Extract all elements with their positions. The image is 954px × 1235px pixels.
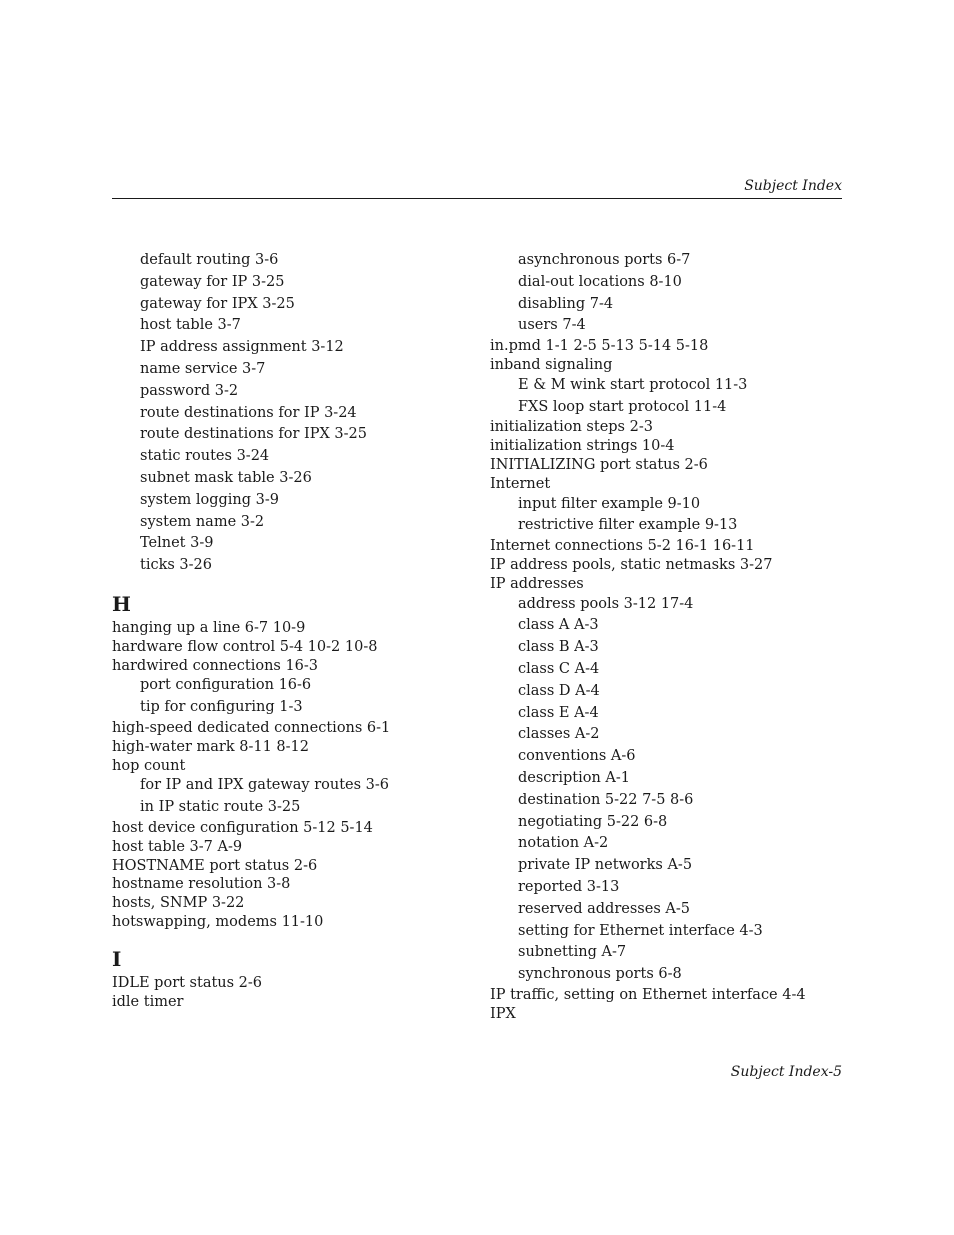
index-subentry: FXS loop start protocol 11-4 [518,398,727,415]
section-letter: H [112,591,131,616]
index-subentry: ticks 3-26 [140,557,212,574]
index-entry: INITIALIZING port status 2-6 [490,456,708,473]
index-entry: hotswapping, modems 11-10 [112,913,324,930]
index-entry: idle timer [112,993,184,1010]
index-entry: hosts, SNMP 3-22 [112,895,245,912]
index-subentry: description A-1 [518,769,631,786]
index-entry: hop count [112,757,186,774]
running-header: Subject Index [744,178,842,194]
index-entry: host table 3-7 A-9 [112,838,243,855]
index-subentry: asynchronous ports 6-7 [518,252,691,268]
index-subentry: disabling 7-4 [518,295,614,312]
index-subentry: private IP networks A-5 [518,857,693,874]
index-subentry: E & M wink start protocol 11-3 [518,376,748,393]
index-subentry: Telnet 3-9 [140,535,214,552]
index-subentry: port configuration 16-6 [140,677,312,694]
index-subentry: reported 3-13 [518,878,620,895]
header-rule [112,198,842,199]
index-subentry: gateway for IP 3-25 [140,273,285,290]
index-entry: HOSTNAME port status 2-6 [112,857,318,874]
index-subentry: input filter example 9-10 [518,495,701,512]
index-entry: IDLE port status 2-6 [112,974,263,991]
index-entry: IP address pools, static netmasks 3-27 [490,556,773,573]
index-entry: high-water mark 8-11 8-12 [112,738,309,755]
index-subentry: tip for configuring 1-3 [140,699,303,716]
index-subentry: class E A-4 [518,704,599,721]
index-subentry: in IP static route 3-25 [140,799,301,816]
index-entry: initialization steps 2-3 [490,419,653,436]
index-entry: IP traffic, setting on Ethernet interface 4-4 [490,986,806,1003]
index-subentry: dial-out locations 8-10 [518,273,682,290]
index-entry: hanging up a line 6-7 10-9 [112,619,306,636]
index-subentry: gateway for IPX 3-25 [140,295,295,312]
index-subentry: destination 5-22 7-5 8-6 [518,791,694,808]
index-subentry: class C A-4 [518,660,600,677]
index-subentry: users 7-4 [518,317,586,334]
index-subentry: route destinations for IPX 3-25 [140,426,367,443]
index-subentry: classes A-2 [518,726,600,743]
index-entry: Internet connections 5-2 16-1 16-11 [490,538,755,555]
index-subentry: notation A-2 [518,835,609,852]
index-subentry: route destinations for IP 3-24 [140,404,357,421]
index-entry: hardwired connections 16-3 [112,657,319,674]
index-subentry: synchronous ports 6-8 [518,966,682,983]
index-entry: Internet [490,475,551,492]
index-subentry: conventions A-6 [518,748,636,765]
index-entry: hardware flow control 5-4 10-2 10-8 [112,638,378,655]
index-subentry: host table 3-7 [140,317,241,334]
index-entry: initialization strings 10-4 [490,438,675,455]
index-subentry: class D A-4 [518,682,600,699]
index-subentry: address pools 3-12 17-4 [518,595,694,612]
index-subentry: setting for Ethernet interface 4-3 [518,922,763,939]
index-subentry: restrictive filter example 9-13 [518,517,738,534]
index-subentry: system logging 3-9 [140,491,279,508]
index-entry: hostname resolution 3-8 [112,876,291,893]
index-entry: IPX [490,1005,516,1022]
index-column-right [490,250,870,1023]
index-subentry: static routes 3-24 [140,448,270,465]
index-subentry: password 3-2 [140,382,239,399]
index-column-left [112,250,472,1011]
index-entry: host device configuration 5-12 5-14 [112,819,373,836]
index-subentry: IP address assignment 3-12 [140,339,344,356]
index-subentry: default routing 3-6 [140,252,279,268]
section-letter: I [112,946,122,971]
index-entry: IP addresses [490,575,584,592]
index-subentry: subnet mask table 3-26 [140,469,312,486]
index-subentry: name service 3-7 [140,360,266,377]
index-subentry: class B A-3 [518,639,599,656]
index-subentry: class A A-3 [518,617,599,634]
page-number: Subject Index-5 [730,1064,842,1080]
index-subentry: reserved addresses A-5 [518,900,690,917]
index-subentry: system name 3-2 [140,513,265,530]
index-subentry: negotiating 5-22 6-8 [518,813,668,830]
index-entry: inband signaling [490,356,613,373]
index-entry: high-speed dedicated connections 6-1 [112,719,391,736]
index-entry: in.pmd 1-1 2-5 5-13 5-14 5-18 [490,338,709,355]
index-subentry: subnetting A-7 [518,944,627,961]
index-subentry: for IP and IPX gateway routes 3-6 [140,777,390,794]
